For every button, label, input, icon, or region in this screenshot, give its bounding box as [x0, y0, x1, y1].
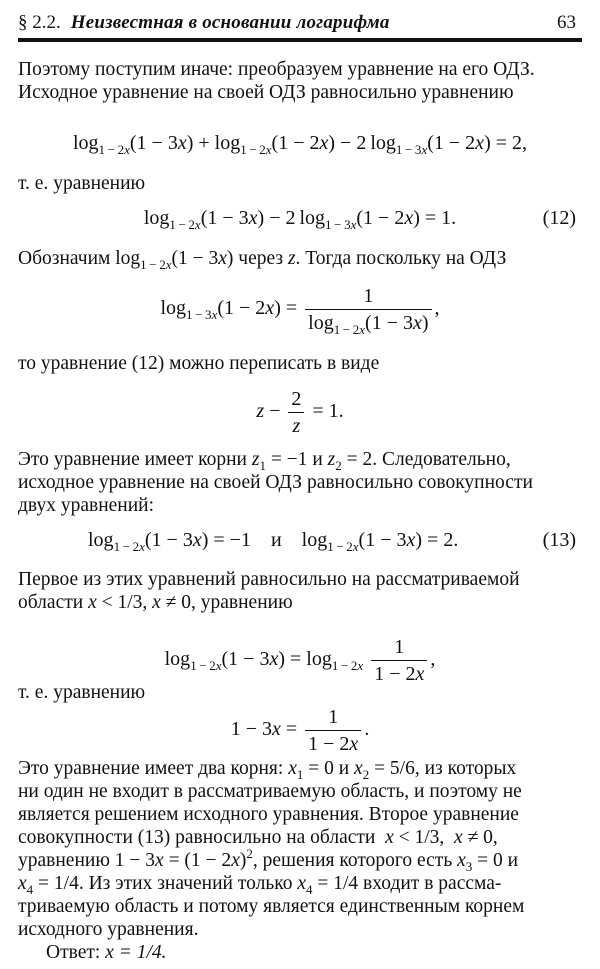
text-run: . Из этих значений только [78, 873, 293, 894]
text-run: , решения которого есть [252, 850, 453, 871]
text-run: через [238, 248, 284, 269]
text-line: исходное уравнение на своей ОДЗ равносильно совокупности [18, 472, 533, 493]
text-line: исходного уравнения. [18, 919, 199, 940]
conjunction: и [270, 529, 282, 551]
equation-original: $\log_{1 - 2x}(1 - 3x) + \log_{1 - 2x}(1 - 2x) - 2$ $\log_{1 - 3x}(1 - 2x) = 2$, [72, 132, 528, 157]
text-line: области x < 1/3, x ≠ 0, уравнению [18, 592, 293, 613]
text-run: Это уравнение имеет корни [18, 449, 247, 470]
text-line: Поэтому поступим иначе: преобразуем уравнение на его ОДЗ. [18, 59, 535, 80]
text-line: Первое из этих уравнений равносильно на рассматриваемой [18, 569, 520, 590]
page-number: 63 [557, 12, 576, 33]
text-line: $x_4 = 1/4$. Из этих значений только $x_4 = 1/4$ входит в рассма- [18, 873, 502, 897]
text-line: т. е. уравнению [18, 173, 146, 194]
section-number: § 2.2. [18, 12, 61, 33]
text-run: Обозначим [18, 248, 111, 269]
fraction: $\frac{1}{1 - 2x}$ [371, 636, 427, 685]
fraction: $\frac{1}{\log_{1 - 2x}(1 - 3x)}$ [305, 285, 431, 334]
text-run: области [18, 592, 84, 613]
text-line: ни один не входит в рассматриваемую область, и поэтому не [18, 781, 522, 802]
fraction: $\frac{2}{z}$ [288, 388, 304, 437]
text-run: совокупности (13) равносильно на области [18, 827, 376, 848]
text-run: входит в рассма- [363, 873, 502, 894]
text-line: совокупности (13) равносильно на области x < 1/3, x ≠ 0, [18, 827, 498, 848]
answer-value: x = 1/4. [105, 942, 167, 963]
answer-label: Ответ: [46, 942, 101, 963]
text-line: двух уравнений: [18, 495, 155, 516]
text-line: Это уравнение имеет два корня: $x_1 = 0$ и $x_2 = 5/6$, из которых [18, 758, 517, 782]
equation-13: $\log_{1 - 2x}(1 - 3x) = -1$ и $\log_{1 - 2x}(1 - 3x) = 2$. [88, 529, 459, 554]
text-line: Обозначим $\log_{1 - 2x}(1 - 3x)$ через z. Тогда поскольку на ОДЗ [18, 248, 507, 272]
text-line: является решением исходного уравнения. Второе уравнение [18, 804, 519, 825]
equation-z: z − $\frac{2}{z}$ = 1. [256, 388, 344, 437]
fraction: $\frac{1}{1 - 2x}$ [305, 706, 361, 755]
text-run: . Тогда поскольку на ОДЗ [295, 248, 507, 269]
text-line: триваемую область и потому является единственным корнем [18, 896, 525, 917]
equation-number-12: (12) [542, 207, 576, 229]
text-line: Исходное уравнение на своей ОДЗ равносильно уравнению [18, 82, 514, 103]
text-run: Это уравнение имеет два корня: [18, 758, 284, 779]
equation-log-equality: $\log_{1 - 2x}(1 - 3x) = \log_{1 - 2x}$ $\frac{1}{1 - 2x}$ , [164, 636, 436, 685]
text-run: и [312, 449, 323, 470]
running-head [18, 10, 578, 36]
equation-reciprocal: $\log_{1 - 3x}(1 - 2x)$ = $\frac{1}{\log_{1 - 2x}(1 - 3x)}$ , [160, 285, 440, 337]
text-run: и [507, 850, 519, 871]
equation-12: $\log_{1 - 2x}(1 - 3x) - 2$ $\log_{1 - 3x}(1 - 2x) = 1$. [143, 207, 457, 232]
text-run: . Следовательно, [372, 449, 511, 470]
text-line: Это уравнение имеет корни $z_1 = -1$ и $z_2 = 2$. Следовательно, [18, 449, 511, 473]
section-title: Неизвестная в основании логарифма [70, 12, 390, 33]
text-line: т. е. уравнению [18, 682, 146, 703]
text-line: уравнению $1 - 3x = (1 - 2x)^2$, решения которого есть $x_3 = 0$ и [18, 846, 519, 874]
text-run: , уравнению [191, 592, 293, 613]
text-run: уравнению [18, 850, 110, 871]
text-run: , из которых [414, 758, 517, 779]
equation-linear: 1 − 3x = $\frac{1}{1 - 2x}$ . [230, 706, 370, 755]
text-run: и [338, 758, 350, 779]
equation-number-13: (13) [542, 529, 576, 551]
text-line: то уравнение (12) можно переписать в виде [18, 353, 380, 374]
answer-line [18, 941, 584, 964]
header-rule [18, 38, 582, 42]
